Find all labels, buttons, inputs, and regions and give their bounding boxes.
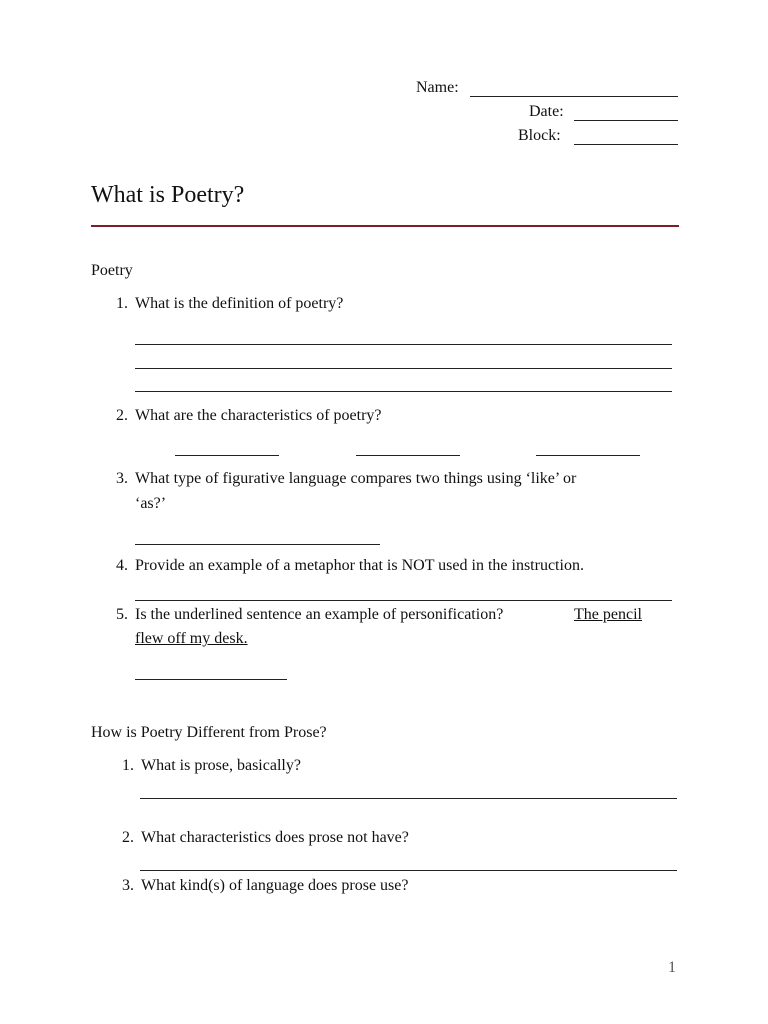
date-field[interactable] — [574, 120, 678, 121]
question-text: What kind(s) of language does prose use? — [141, 877, 409, 894]
question-number: 5. — [116, 606, 128, 623]
answer-line[interactable] — [135, 391, 672, 392]
underlined-sentence: The pencil — [574, 606, 642, 623]
answer-line[interactable] — [135, 600, 672, 601]
page-number: 1 — [668, 959, 676, 976]
question-number: 1. — [116, 295, 128, 312]
answer-blank[interactable] — [175, 455, 279, 456]
question-number: 4. — [116, 557, 128, 574]
question-number: 1. — [122, 757, 134, 774]
question-text: What characteristics does prose not have? — [141, 829, 409, 846]
question-text-continued: ‘as?’ — [135, 495, 167, 512]
name-label: Name: — [416, 79, 459, 96]
question-number: 3. — [116, 470, 128, 487]
block-label: Block: — [518, 127, 561, 144]
page-title: What is Poetry? — [91, 182, 245, 208]
answer-line[interactable] — [140, 870, 677, 871]
question-text: Is the underlined sentence an example of personification? — [135, 606, 504, 623]
question-text: Provide an example of a metaphor that is NOT used in the instruction. — [135, 557, 584, 574]
underlined-sentence-continued: flew off my desk. — [135, 630, 248, 647]
section-heading-prose: How is Poetry Different from Prose? — [91, 724, 327, 741]
question-text: What are the characteristics of poetry? — [135, 407, 382, 424]
answer-line[interactable] — [135, 368, 672, 369]
answer-blank[interactable] — [536, 455, 640, 456]
answer-line[interactable] — [135, 544, 380, 545]
question-text: What type of figurative language compares two things using ‘like’ or — [135, 470, 577, 487]
answer-line[interactable] — [140, 798, 677, 799]
name-field[interactable] — [470, 96, 678, 97]
question-number: 3. — [122, 877, 134, 894]
answer-blank[interactable] — [356, 455, 460, 456]
question-number: 2. — [116, 407, 128, 424]
date-label: Date: — [529, 103, 564, 120]
block-field[interactable] — [574, 144, 678, 145]
question-text: What is prose, basically? — [141, 757, 301, 774]
question-text: What is the definition of poetry? — [135, 295, 344, 312]
title-divider — [91, 225, 679, 227]
question-number: 2. — [122, 829, 134, 846]
section-heading-poetry: Poetry — [91, 262, 133, 279]
answer-line[interactable] — [135, 679, 287, 680]
answer-line[interactable] — [135, 344, 672, 345]
